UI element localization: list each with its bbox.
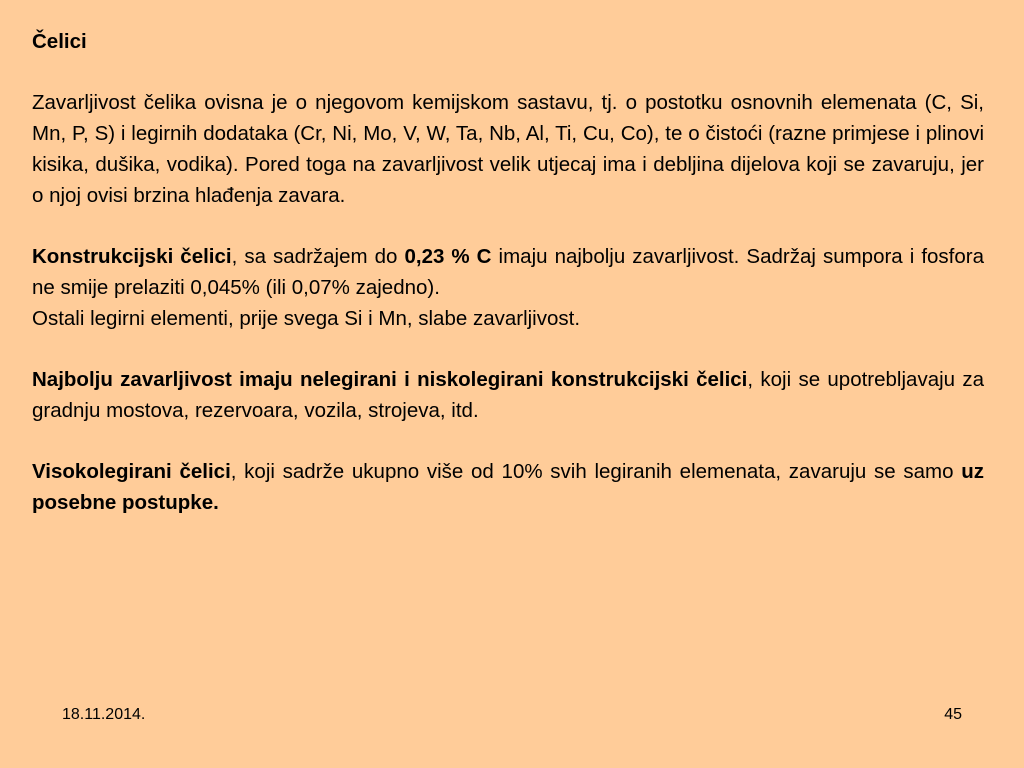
spacer [32, 334, 984, 364]
spacer [32, 57, 984, 87]
emphasis-high-alloy-steels: Visokolegirani čelici [32, 460, 231, 483]
slide-title: Čelici [32, 30, 87, 53]
spacer [32, 426, 984, 456]
page-number: 45 [944, 706, 962, 723]
paragraph-structural-steels [32, 241, 984, 303]
footer-date: 18.11.2014. [62, 706, 146, 723]
paragraph-text: , koji se upotrebljavaju za gradnju mostova, rezervoara, vozila, strojeva, itd. [32, 368, 985, 422]
spacer [32, 211, 984, 241]
emphasis-best-weldability: Najbolju zavarljivost imaju nelegirani i niskolegirani konstrukcijski čelici [32, 368, 748, 391]
slide-content [32, 26, 984, 518]
paragraph-high-alloy-steels [32, 456, 984, 518]
paragraph-best-weldability [32, 364, 984, 426]
paragraph-text: Ostali legirni elementi, prije svega Si i Mn, slabe zavarljivost. [32, 307, 581, 330]
paragraph-weldability-intro [32, 87, 984, 211]
emphasis-special-procedures: uz posebne postupke. [32, 460, 984, 514]
paragraph-text: Zavarljivost čelika ovisna je o njegovom kemijskom sastavu, tj. o postotku osnovnih elemenata (C, Si, Mn, P, S) i legirnih dodataka (Cr, Ni, Mo, V, W, Ta, Nb, Al, Ti, Cu, Co), te o čistoći (razne primjese i plinovi kisika, dušika, vodika). Pored toga na zavarljivost velik utjecaj ima i debljina dijelova koji se zavaruju, jer o njoj ovisi brzina hlađenja zavara. [32, 91, 984, 207]
paragraph-text: , sa sadržajem do [231, 245, 405, 268]
paragraph-text: , koji sadrže ukupno više od 10% svih legiranih elemenata, zavaruju se samo [230, 460, 962, 483]
emphasis-carbon-content: 0,23 % C [404, 245, 492, 268]
paragraph-alloying-elements [32, 303, 984, 334]
paragraph-text: imaju najbolju zavarljivost. Sadržaj sumpora i fosfora ne smije prelaziti 0,045% (ili 0,07% zajedno). [32, 245, 984, 299]
emphasis-structural-steels: Konstrukcijski čelici [32, 245, 232, 268]
